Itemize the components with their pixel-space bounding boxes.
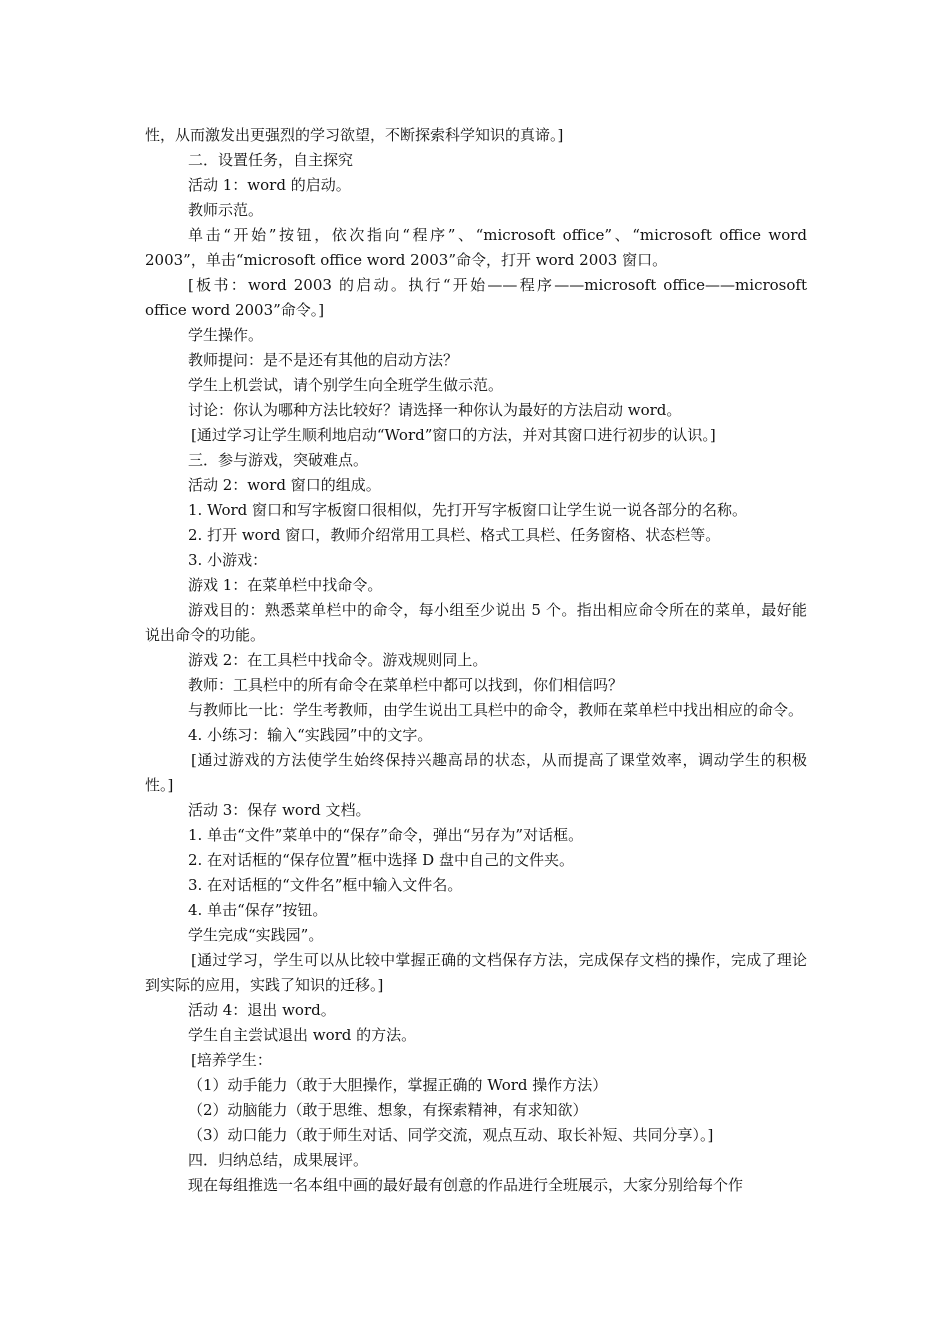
list-item: （2）动脑能力（敢于思维、想象，有探索精神，有求知欲）	[188, 1101, 588, 1119]
paragraph: 学生完成“实践园”。	[188, 926, 324, 944]
list-item: （1）动手能力（敢于大胆操作，掌握正确的 Word 操作方法）	[188, 1076, 608, 1094]
paragraph: 教师提问：是不是还有其他的启动方法？	[188, 351, 459, 369]
teaching-note: [通过学习，学生可以从比较中掌握正确的文档保存方法，完成保存文档的操作，完成了理论到实际的应用，实践了知识的迁移。]	[145, 951, 807, 994]
paragraph: 学生上机尝试，请个别学生向全班学生做示范。	[188, 376, 504, 394]
paragraph: 与教师比一比：学生考教师，由学生说出工具栏中的命令，教师在菜单栏中找出相应的命令。	[188, 701, 804, 719]
paragraph: 游戏 1：在菜单栏中找命令。	[188, 576, 383, 594]
activity-heading: 活动 3：保存 word 文档。	[188, 801, 371, 819]
list-item: 3. 小游戏：	[188, 551, 268, 569]
paragraph: 现在每组推选一名本组中画的最好最有创意的作品进行全班展示，大家分别给每个作	[188, 1176, 744, 1194]
list-item: 4. 单击“保存”按钮。	[188, 901, 328, 919]
list-item: 3. 在对话框的“文件名”框中输入文件名。	[188, 876, 463, 894]
section-heading: 四．归纳总结，成果展评。	[188, 1151, 369, 1169]
list-item: 1. Word 窗口和写字板窗口很相似，先打开写字板窗口让学生说一说各部分的名称。	[188, 501, 748, 519]
paragraph: 学生操作。	[188, 326, 264, 344]
section-heading: 二．设置任务，自主探究	[188, 151, 354, 169]
list-item: 2. 在对话框的“保存位置”框中选择 D 盘中自己的文件夹。	[188, 851, 574, 869]
board-note: [板书：word 2003 的启动。执行“开始——程序——microsoft office——microsoft office word 2003”命令。]	[145, 276, 807, 319]
list-item: 4. 小练习：输入“实践园”中的文字。	[188, 726, 433, 744]
paragraph: 游戏目的：熟悉菜单栏中的命令，每小组至少说出 5 个。指出相应命令所在的菜单，最好能说出命令的功能。	[145, 601, 807, 644]
activity-heading: 活动 2：word 窗口的组成。	[188, 476, 381, 494]
paragraph: 性，从而激发出更强烈的学习欲望，不断探索科学知识的真谛。]	[145, 126, 564, 144]
paragraph: 教师示范。	[188, 201, 264, 219]
teaching-note: [通过游戏的方法使学生始终保持兴趣高昂的状态，从而提高了课堂效率，调动学生的积极性。]	[145, 751, 807, 794]
document-body	[145, 123, 807, 1198]
paragraph: 教师：工具栏中的所有命令在菜单栏中都可以找到，你们相信吗？	[188, 676, 624, 694]
list-item: 2. 打开 word 窗口，教师介绍常用工具栏、格式工具栏、任务窗格、状态栏等。	[188, 526, 721, 544]
paragraph: 学生自主尝试退出 word 的方法。	[188, 1026, 417, 1044]
activity-heading: 活动 4：退出 word。	[188, 1001, 336, 1019]
paragraph: 讨论：你认为哪种方法比较好？请选择一种你认为最好的方法启动 word。	[188, 401, 682, 419]
section-heading: 三．参与游戏，突破难点。	[188, 451, 369, 469]
teaching-note: [培养学生：	[191, 1051, 272, 1069]
list-item: 1. 单击“文件”菜单中的“保存”命令，弹出“另存为”对话框。	[188, 826, 584, 844]
paragraph: 单击“开始”按钮，依次指向“程序”、“microsoft office”、“microsoft office word 2003”，单击“microsoft office word 2003”命令，打开 word 2003 窗口。	[145, 226, 807, 269]
activity-heading: 活动 1：word 的启动。	[188, 176, 351, 194]
paragraph: 游戏 2：在工具栏中找命令。游戏规则同上。	[188, 651, 488, 669]
teaching-note: [通过学习让学生顺利地启动“Word”窗口的方法，并对其窗口进行初步的认识。]	[191, 426, 716, 444]
list-item: （3）动口能力（敢于师生对话、同学交流，观点互动、取长补短、共同分享）。]	[188, 1126, 714, 1144]
